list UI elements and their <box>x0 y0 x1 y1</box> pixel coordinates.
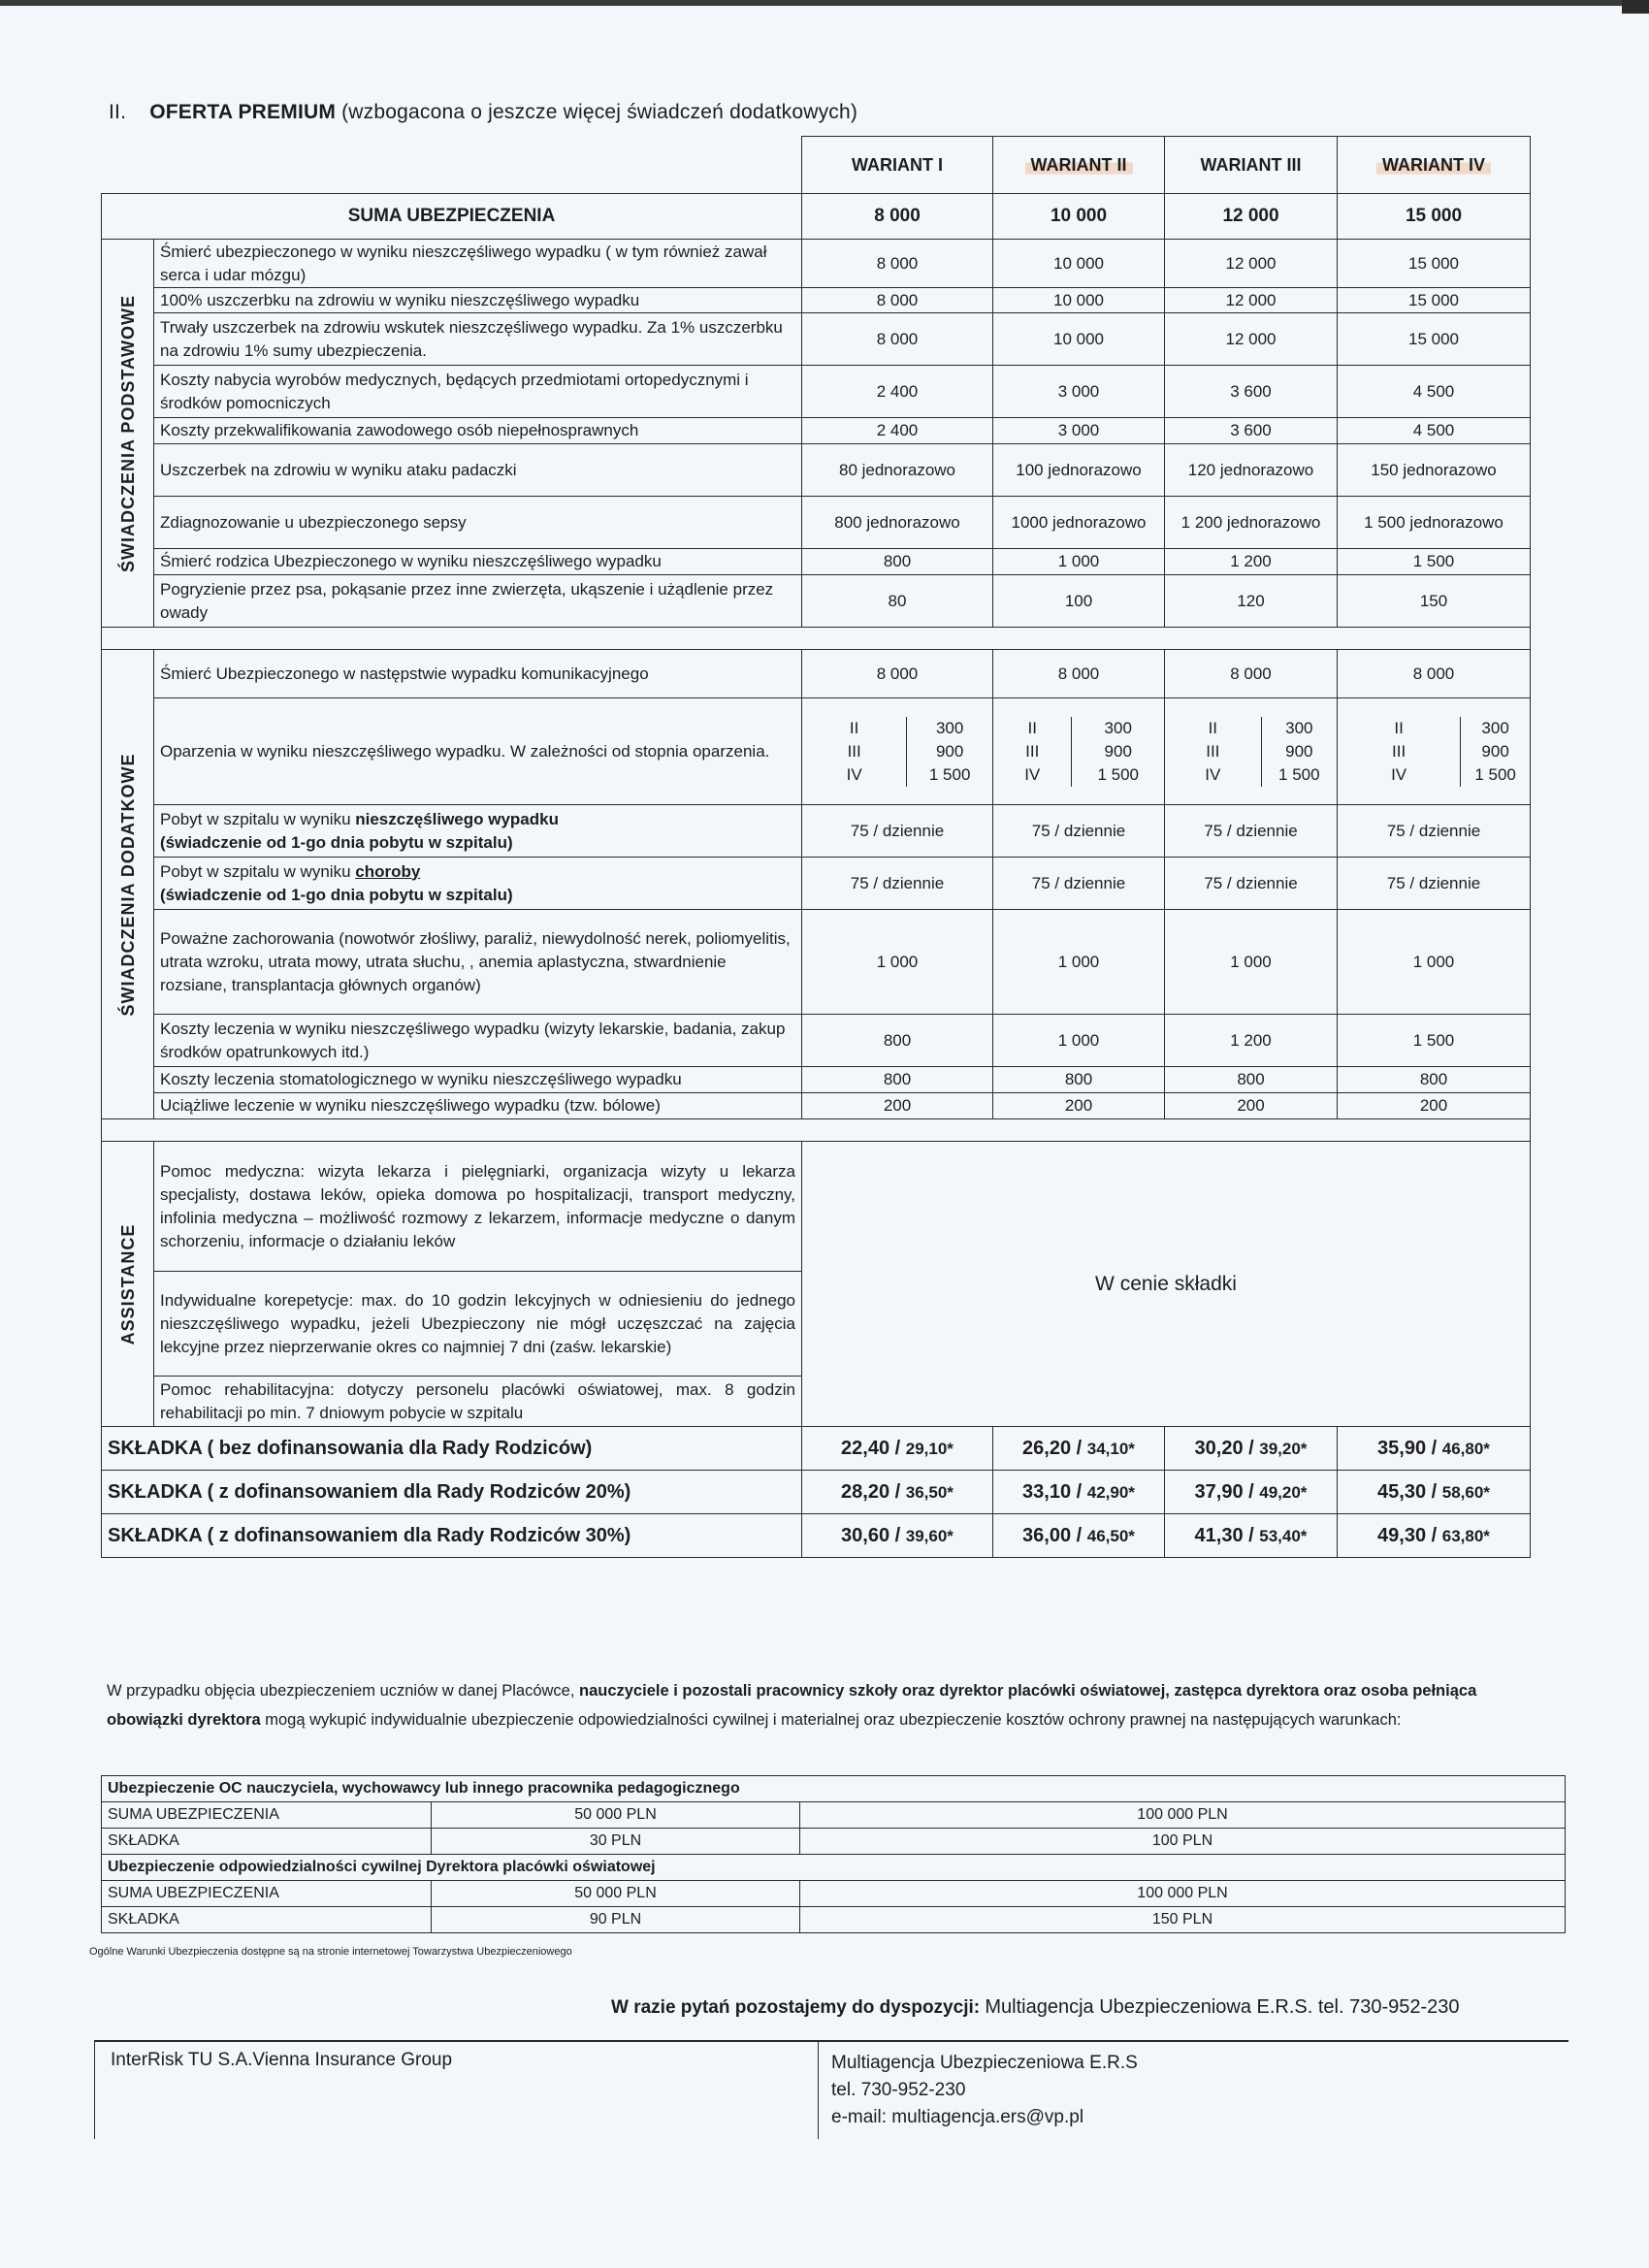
cell: 80 jednorazowo <box>802 444 993 497</box>
page-title <box>109 101 857 124</box>
cell: 3 600 <box>1165 366 1338 418</box>
cell: 3 000 <box>993 418 1165 444</box>
cell: 800 <box>802 1067 993 1093</box>
table-row <box>102 444 1531 497</box>
cell: 75 / dziennie <box>1338 858 1531 910</box>
section-spacer <box>102 1119 1531 1142</box>
cell: 12 000 <box>1165 288 1338 313</box>
burn-cell: II III IV 300 900 1 500 <box>1338 698 1531 805</box>
cell: 1 000 <box>993 1015 1165 1067</box>
row-label: Pobyt w szpitalu w wyniku choroby (świadczenie od 1-go dnia pobytu w szpitalu) <box>154 858 802 910</box>
row-label: Pogryzienie przez psa, pokąsanie przez inne zwierzęta, ukąszenie i użądlenie przez owady <box>154 575 802 628</box>
cell: 10 000 <box>993 288 1165 313</box>
table-row <box>102 313 1531 366</box>
row-label: Pomoc rehabilitacyjna: dotyczy personelu placówki oświatowej, max. 8 godzin rehabilitacji po min. 7 dniowym pobycie w szpitalu <box>154 1377 802 1427</box>
variant-header-row <box>102 137 1531 194</box>
variant-1-header: WARIANT I <box>802 137 993 194</box>
suma-value: 15 000 <box>1338 194 1531 240</box>
cell: 1000 jednorazowo <box>993 497 1165 549</box>
premium-value: 28,20 / 36,50* <box>802 1471 993 1514</box>
premium-value: 37,90 / 49,20* <box>1165 1471 1338 1514</box>
section-label-dodatkowe: ŚWIADCZENIA DODATKOWE <box>102 650 154 1119</box>
cell: 3 000 <box>993 366 1165 418</box>
cell: 8 000 <box>802 288 993 313</box>
row-label: Pobyt w szpitalu w wyniku nieszczęśliwego wypadku (świadczenie od 1-go dnia pobytu w szpitalu) <box>154 805 802 858</box>
cell: 80 <box>802 575 993 628</box>
cell: 8 000 <box>802 313 993 366</box>
cell: 75 / dziennie <box>802 858 993 910</box>
cell: 1 500 <box>1338 1015 1531 1067</box>
premium-label: SKŁADKA ( bez dofinansowania dla Rady Rodziców) <box>102 1427 802 1471</box>
title-subtitle: (wzbogacona o jeszcze więcej świadczeń dodatkowych) <box>341 101 858 123</box>
contact-note: W razie pytań pozostajemy do dyspozycji: Multiagencja Ubezpieczeniowa E.R.S. tel. 730-952-230 <box>611 1996 1460 2018</box>
cell: 2 400 <box>802 366 993 418</box>
variant-4-header: WARIANT IV <box>1338 137 1531 194</box>
cell: 120 jednorazowo <box>1165 444 1338 497</box>
cell: 10 000 <box>993 240 1165 288</box>
cell: 12 000 <box>1165 313 1338 366</box>
table-row: SKŁADKA 90 PLN 150 PLN <box>102 1907 1566 1933</box>
premium-value: 22,40 / 29,10* <box>802 1427 993 1471</box>
suma-value: 8 000 <box>802 194 993 240</box>
cell: 15 000 <box>1338 313 1531 366</box>
section-spacer <box>102 628 1531 650</box>
premium-value: 45,30 / 58,60* <box>1338 1471 1531 1514</box>
cell: 1 000 <box>993 549 1165 575</box>
cell: 1 200 <box>1165 1015 1338 1067</box>
premium-value: 26,20 / 34,10* <box>993 1427 1165 1471</box>
premium-value: 30,20 / 39,20* <box>1165 1427 1338 1471</box>
table-row-oparzenia <box>102 698 1531 805</box>
row-label: Uciążliwe leczenie w wyniku nieszczęśliwego wypadku (tzw. bólowe) <box>154 1093 802 1119</box>
cell: 3 600 <box>1165 418 1338 444</box>
cell: 800 <box>993 1067 1165 1093</box>
agency-name: Multiagencja Ubezpieczeniowa E.R.S <box>831 2053 1138 2073</box>
suma-row <box>102 194 1531 240</box>
row-label: Śmierć Ubezpieczonego w następstwie wypadku komunikacyjnego <box>154 650 802 698</box>
table-row <box>102 549 1531 575</box>
table-row: SUMA UBEZPIECZENIA 50 000 PLN 100 000 PLN <box>102 1802 1566 1829</box>
cell: 200 <box>802 1093 993 1119</box>
cell: 200 <box>1165 1093 1338 1119</box>
cell: 4 500 <box>1338 366 1531 418</box>
liability-insurance-table <box>101 1775 1566 1933</box>
cell: 75 / dziennie <box>993 805 1165 858</box>
table-row <box>102 240 1531 288</box>
assistance-value: W cenie składki <box>802 1142 1531 1427</box>
premium-row <box>102 1514 1531 1558</box>
cell: 1 000 <box>802 910 993 1015</box>
table-section-header: Ubezpieczenie OC nauczyciela, wychowawcy lub innego pracownika pedagogicznego <box>102 1776 1566 1802</box>
cell: 1 000 <box>993 910 1165 1015</box>
table-row: SKŁADKA 30 PLN 100 PLN <box>102 1829 1566 1855</box>
cell: 15 000 <box>1338 240 1531 288</box>
row-label: Koszty nabycia wyrobów medycznych, będących przedmiotami ortopedycznymi i środków pomocniczych <box>154 366 802 418</box>
cell: 4 500 <box>1338 418 1531 444</box>
table-row <box>102 497 1531 549</box>
premium-value: 49,30 / 63,80* <box>1338 1514 1531 1558</box>
row-label: Pomoc medyczna: wizyta lekarza i pielęgniarki, organizacja wizyty u lekarza specjalisty, dostawa leków, opieka domowa po hospitalizacji, transport medyczny, infolinia medyczna – możliwość rozmowy z lekarzem, informacje medyczne o danym schorzeniu, informacje o działaniu leków <box>154 1142 802 1272</box>
cell: 8 000 <box>1338 650 1531 698</box>
row-label: Trwały uszczerbek na zdrowiu wskutek nieszczęśliwego wypadku. Za 1% uszczerbku na zdrowiu 1% sumy ubezpieczenia. <box>154 313 802 366</box>
premium-label: SKŁADKA ( z dofinansowaniem dla Rady Rodziców 20%) <box>102 1471 802 1514</box>
table-row <box>102 858 1531 910</box>
cell: 8 000 <box>802 650 993 698</box>
table-row <box>102 650 1531 698</box>
table-row <box>102 1093 1531 1119</box>
burn-cell: II III IV 300 900 1 500 <box>993 698 1165 805</box>
row-label: Koszty przekwalifikowania zawodowego osób niepełnosprawnych <box>154 418 802 444</box>
scan-top-edge <box>0 0 1649 6</box>
premium-row <box>102 1427 1531 1471</box>
cell: 1 500 <box>1338 549 1531 575</box>
staff-insurance-paragraph: W przypadku objęcia ubezpieczeniem uczniów w danej Placówce, nauczyciele i pozostali pracownicy szkoły oraz dyrektor placówki oświatowej, zastępca dyrektora oraz osoba pełniąca obowiązki dyrektora mogą wykupić indywidualnie ubezpieczenie odpowiedzialności cywilnej i materialnej oraz ubezpieczenie kosztów ochrony prawnej na następujących warunkach: <box>107 1682 1477 1729</box>
insurer-name: InterRisk TU S.A.Vienna Insurance Group <box>111 2050 453 2070</box>
premium-value: 33,10 / 42,90* <box>993 1471 1165 1514</box>
premium-value: 30,60 / 39,60* <box>802 1514 993 1558</box>
cell: 10 000 <box>993 313 1165 366</box>
cell: 800 <box>1338 1067 1531 1093</box>
section-label-assistance: ASSISTANCE <box>102 1142 154 1427</box>
agency-email[interactable]: e-mail: multiagencja.ers@vp.pl <box>831 2107 1084 2127</box>
table-row <box>102 288 1531 313</box>
cell: 1 000 <box>1338 910 1531 1015</box>
table-row: SUMA UBEZPIECZENIA 50 000 PLN 100 000 PLN <box>102 1881 1566 1907</box>
row-label: Indywidualne korepetycje: max. do 10 godzin lekcyjnych w odniesieniu do jednego nieszczęśliwego wypadku, jeżeli Ubezpieczony nie mógł uczęszczać na zajęcia lekcyjne przez nieprzerwanie okres co najmniej 7 dni (zaśw. lekarskie) <box>154 1272 802 1377</box>
row-label: 100% uszczerbku na zdrowiu w wyniku nieszczęśliwego wypadku <box>154 288 802 313</box>
agency-phone: tel. 730-952-230 <box>831 2080 966 2100</box>
burn-cell: II III IV 300 900 1 500 <box>802 698 993 805</box>
premium-label: SKŁADKA ( z dofinansowaniem dla Rady Rodziców 30%) <box>102 1514 802 1558</box>
scan-corner-mark <box>1622 0 1649 14</box>
cell: 200 <box>993 1093 1165 1119</box>
row-label: Śmierć rodzica Ubezpieczonego w wyniku nieszczęśliwego wypadku <box>154 549 802 575</box>
cell: 150 <box>1338 575 1531 628</box>
cell: 1 200 <box>1165 549 1338 575</box>
row-label: Zdiagnozowanie u ubezpieczonego sepsy <box>154 497 802 549</box>
title-bold: OFERTA PREMIUM <box>149 101 337 123</box>
table-row <box>102 805 1531 858</box>
general-terms-note: Ogólne Warunki Ubezpieczenia dostępne są na stronie internetowej Towarzystwa Ubezpieczeniowego <box>89 1946 572 1958</box>
cell: 800 jednorazowo <box>802 497 993 549</box>
table-section-header: Ubezpieczenie odpowiedzialności cywilnej Dyrektora placówki oświatowej <box>102 1855 1566 1881</box>
section-number: II. <box>109 101 127 123</box>
footer-agency <box>831 2050 1138 2131</box>
table-row <box>102 1015 1531 1067</box>
table-row <box>102 1067 1531 1093</box>
table-row <box>102 366 1531 418</box>
cell: 2 400 <box>802 418 993 444</box>
footer <box>94 2040 1568 2139</box>
table-row <box>102 418 1531 444</box>
variant-3-header: WARIANT III <box>1165 137 1338 194</box>
row-label: Oparzenia w wyniku nieszczęśliwego wypadku. W zależności od stopnia oparzenia. <box>154 698 802 805</box>
premium-value: 35,90 / 46,80* <box>1338 1427 1531 1471</box>
table-row <box>102 575 1531 628</box>
cell: 800 <box>1165 1067 1338 1093</box>
row-label: Śmierć ubezpieczonego w wyniku nieszczęśliwego wypadku ( w tym również zawał serca i udar mózgu) <box>154 240 802 288</box>
footer-insurer-box <box>94 2042 819 2139</box>
suma-value: 12 000 <box>1165 194 1338 240</box>
cell: 15 000 <box>1338 288 1531 313</box>
row-label: Koszty leczenia stomatologicznego w wyniku nieszczęśliwego wypadku <box>154 1067 802 1093</box>
cell: 1 200 jednorazowo <box>1165 497 1338 549</box>
cell: 75 / dziennie <box>802 805 993 858</box>
variant-2-header: WARIANT II <box>993 137 1165 194</box>
section-label-podstawowe: ŚWIADCZENIA PODSTAWOWE <box>102 240 154 628</box>
premium-value: 41,30 / 53,40* <box>1165 1514 1338 1558</box>
cell: 100 <box>993 575 1165 628</box>
table-row <box>102 1142 1531 1272</box>
cell: 8 000 <box>1165 650 1338 698</box>
cell: 150 jednorazowo <box>1338 444 1531 497</box>
cell: 200 <box>1338 1093 1531 1119</box>
cell: 120 <box>1165 575 1338 628</box>
premium-row <box>102 1471 1531 1514</box>
premium-value: 36,00 / 46,50* <box>993 1514 1165 1558</box>
cell: 800 <box>802 1015 993 1067</box>
cell: 100 jednorazowo <box>993 444 1165 497</box>
suma-value: 10 000 <box>993 194 1165 240</box>
row-label: Poważne zachorowania (nowotwór złośliwy, paraliż, niewydolność nerek, poliomyelitis, utrata wzroku, utrata mowy, utrata słuchu, , anemia aplastyczna, stwardnienie rozsiane, transplantacja głównych organów) <box>154 910 802 1015</box>
cell: 8 000 <box>802 240 993 288</box>
premium-offer-table <box>101 136 1531 1558</box>
cell: 75 / dziennie <box>1165 805 1338 858</box>
row-label: Koszty leczenia w wyniku nieszczęśliwego wypadku (wizyty lekarskie, badania, zakup środków opatrunkowych itd.) <box>154 1015 802 1067</box>
cell: 12 000 <box>1165 240 1338 288</box>
cell: 800 <box>802 549 993 575</box>
cell: 75 / dziennie <box>993 858 1165 910</box>
cell: 75 / dziennie <box>1165 858 1338 910</box>
cell: 8 000 <box>993 650 1165 698</box>
cell: 1 500 jednorazowo <box>1338 497 1531 549</box>
cell: 75 / dziennie <box>1338 805 1531 858</box>
burn-cell: II III IV 300 900 1 500 <box>1165 698 1338 805</box>
table-row <box>102 910 1531 1015</box>
row-label: Uszczerbek na zdrowiu w wyniku ataku padaczki <box>154 444 802 497</box>
cell: 1 000 <box>1165 910 1338 1015</box>
suma-label: SUMA UBEZPIECZENIA <box>102 194 802 240</box>
